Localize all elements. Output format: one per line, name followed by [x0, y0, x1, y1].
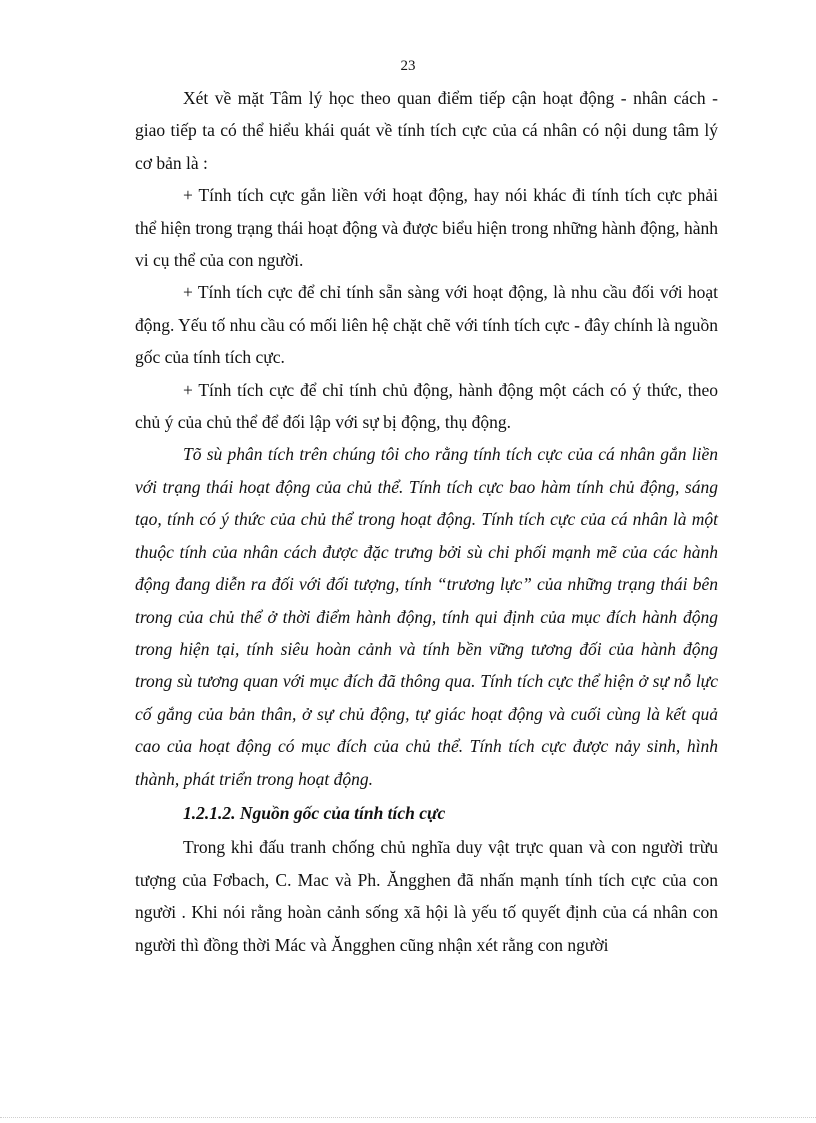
paragraph-conclusion: Tõ sù phân tích trên chúng tôi cho rằng tính tích cực của cá nhân gắn liền với trạng thái hoạt động của chủ thể. Tính tích cực bao hàm tính chủ động, sáng tạo, tính có ý thức của chủ thể trong hoạt động. Tính tích cực của cá nhân là một thuộc tính của nhân cách được đặc trưng bởi sù chi phối mạnh mẽ của các hành động đang diễn ra đối với đối tượng, tính “trương lực” của những trạng thái bên trong của chủ thể ở thời điểm hành động, tính qui định của mục đích hành động trong hiện tại, tính siêu hoàn cảnh và tính bền vững tương đối của hành động trong sù tương quan với mục đích đã thông qua. Tính tích cực thể hiện ở sự nỗ lực cố gắng của bản thân, ở sự chủ động, tự giác hoạt động và cuối cùng là kết quả cao của hoạt động có mục đích của chủ thể. Tính tích cực được nảy sinh, hình thành, phát triển trong hoạt động. [135, 444, 718, 789]
section-heading: 1.2.1.2. Nguồn gốc của tính tích cực [183, 802, 446, 823]
paragraph-point-1: + Tính tích cực gắn liền với hoạt động, hay nói khác đi tính tích cực phải thể hiện trong trạng thái hoạt động và được biểu hiện trong những hành động, hành vi cụ thể của con người. [135, 185, 718, 271]
page-number: 23 [400, 58, 416, 74]
page-bottom-divider [0, 1117, 816, 1118]
paragraph-origin: Trong khi đấu tranh chống chủ nghĩa duy vật trực quan và con người trừu tượng của Fơbach, C. Mac và Ph. Ăngghen đã nhấn mạnh tính tích cực của con người . Khi nói rằng hoàn cảnh sống xã hội là yếu tố quyết định của cá nhân con người thì đồng thời Mác và Ăngghen cũng nhận xét rằng con người [135, 837, 718, 955]
paragraph-point-3: + Tính tích cực để chỉ tính chủ động, hành động một cách có ý thức, theo chủ ý của chủ thể để đối lập với sự bị động, thụ động. [135, 379, 718, 433]
document-body [135, 82, 718, 961]
paragraph-point-2: + Tính tích cực để chỉ tính sẵn sàng với hoạt động, là nhu cầu đối với hoạt động. Yếu tố nhu cầu có mối liên hệ chặt chẽ với tính tích cực - đây chính là nguồn gốc của tính tích cực. [135, 282, 718, 368]
paragraph-intro: Xét về mặt Tâm lý học theo quan điểm tiếp cận hoạt động - nhân cách - giao tiếp ta có thể hiểu khái quát về tính tích cực của cá nhân có nội dung tâm lý cơ bản là : [135, 88, 718, 173]
